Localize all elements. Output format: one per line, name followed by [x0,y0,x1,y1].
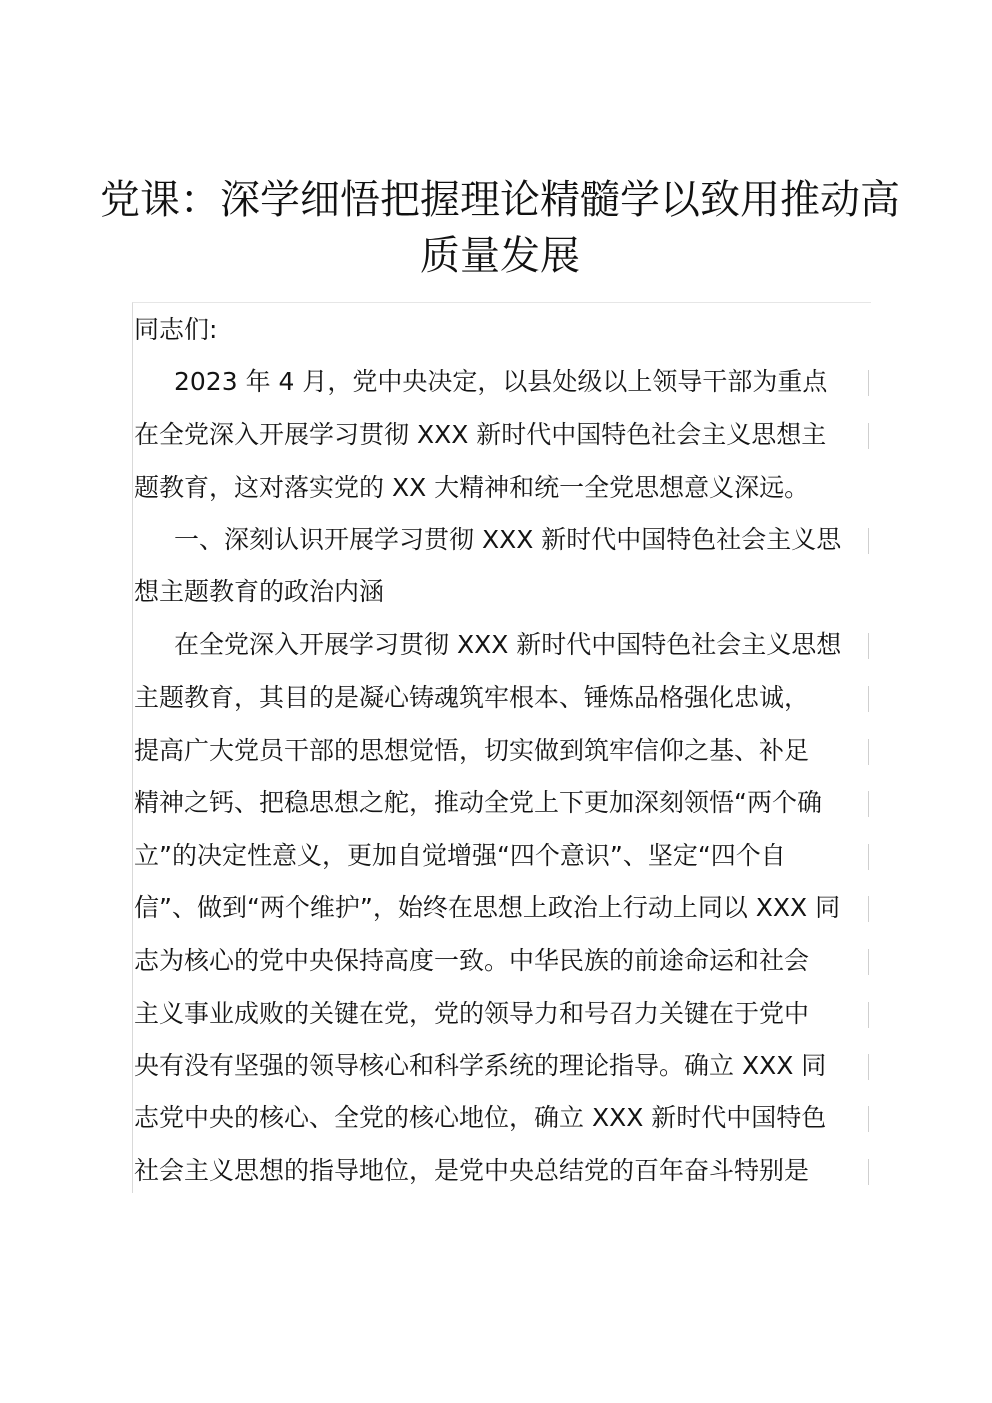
right-margin-mark [868,896,869,922]
section-heading-line: 一、深刻认识开展学习贯彻 XXX 新时代中国特色社会主义思 [174,525,842,554]
right-margin-mark [868,686,869,712]
right-margin-mark [868,1054,869,1080]
right-margin-mark [868,791,869,817]
right-margin-mark [868,633,869,659]
body-line: 志党中央的核心、全党的核心地位，确立 XXX 新时代中国特色 [134,1103,827,1132]
body-line: 主题教育，其目的是凝心铸魂筑牢根本、锤炼品格强化忠诚， [134,683,810,712]
body-line: 立”的决定性意义，更加自觉增强“四个意识”、坚定“四个自 [134,841,786,870]
body-line: 信”、做到“两个维护”，始终在思想上政治上行动上同以 XXX 同 [134,893,841,922]
body-line: 在全党深入开展学习贯彻 XXX 新时代中国特色社会主义思想主 [134,420,827,449]
body-line: 提高广大党员干部的思想觉悟，切实做到筑牢信仰之基、补足 [134,736,810,765]
right-margin-mark [868,370,869,396]
title-line-2: 质量发展 [420,233,580,279]
body-line: 精神之钙、把稳思想之舵，推动全党上下更加深刻领悟“两个确 [134,788,822,817]
body-line: 主义事业成败的关键在党，党的领导力和号召力关键在于党中 [134,999,810,1028]
body-line: 社会主义思想的指导地位，是党中央总结党的百年奋斗特别是 [134,1156,810,1185]
right-margin-mark [868,528,869,554]
right-margin-mark [868,739,869,765]
body-line: 在全党深入开展学习贯彻 XXX 新时代中国特色社会主义思想 [174,630,842,659]
document-title [100,172,900,284]
salutation: 同志们: [134,315,218,344]
body-line: 央有没有坚强的领导核心和科学系统的理论指导。确立 XXX 同 [134,1051,827,1080]
right-margin-mark [868,1106,869,1132]
section-heading-line: 想主题教育的政治内涵 [134,577,385,606]
right-margin-mark [868,1002,869,1028]
body-line: 题教育，这对落实党的 XX 大精神和统一全党思想意义深远。 [134,473,810,502]
title-line-1: 党课：深学细悟把握理论精髓学以致用推动高 [100,177,900,223]
right-margin-mark [868,844,869,870]
right-margin-mark [868,423,869,449]
body-line: 志为核心的党中央保持高度一致。中华民族的前途命运和社会 [134,946,810,975]
body-line: 2023 年 4 月，党中央决定，以县处级以上领导干部为重点 [174,367,828,396]
right-margin-mark [868,949,869,975]
right-margin-mark [868,1159,869,1185]
